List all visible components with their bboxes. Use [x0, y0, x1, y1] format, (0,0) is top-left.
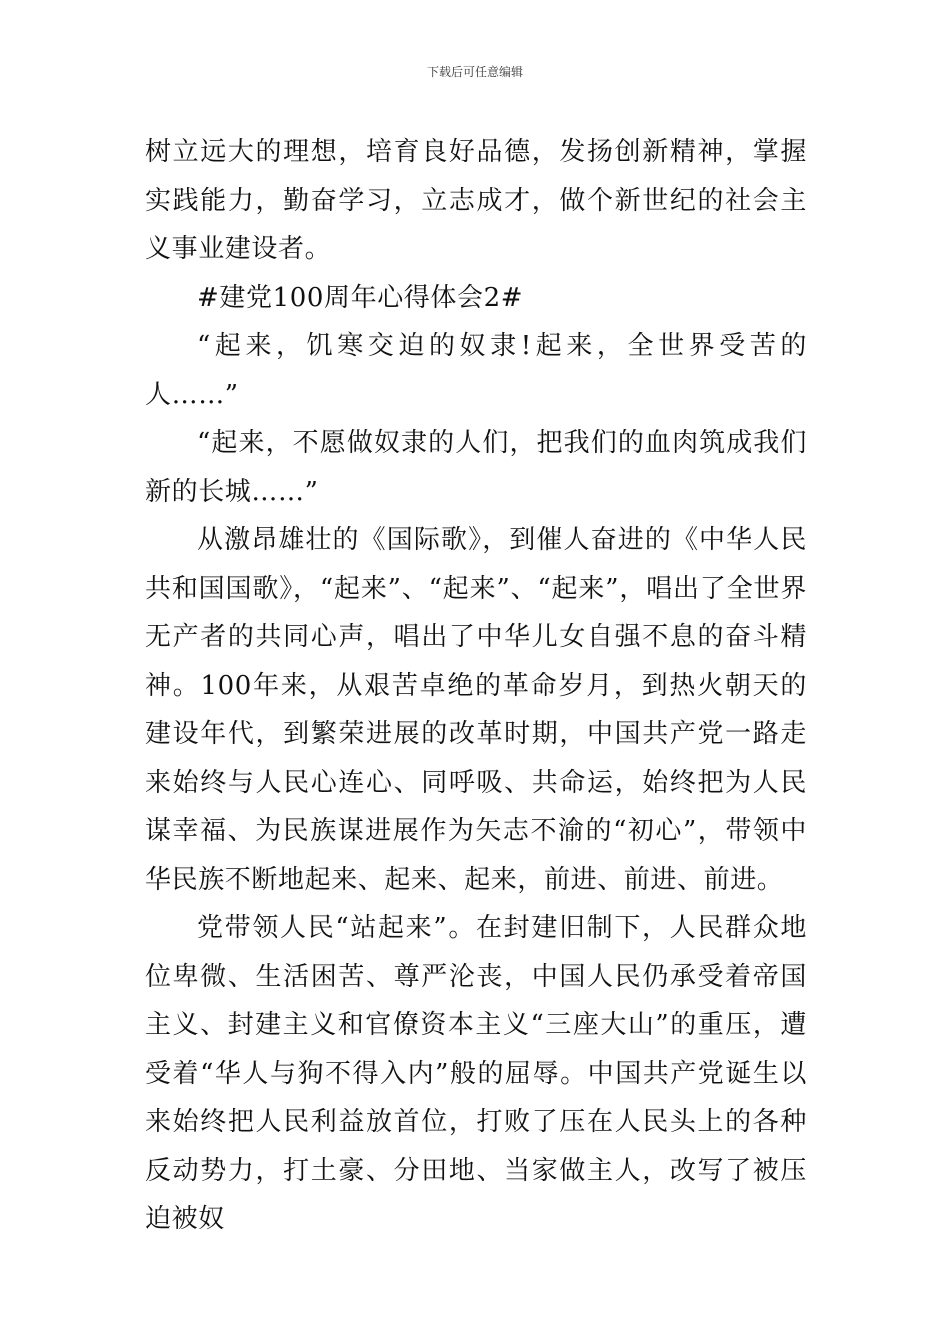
- paragraph-1: 树立远大的理想，培育良好品德，发扬创新精神，掌握实践能力，勤奋学习，立志成才，做个新世纪的社会主义事业建设者。: [145, 137, 807, 264]
- quote-1: “起来，饥寒交迫的奴隶!起来，全世界受苦的人……”: [145, 331, 807, 410]
- paragraph-2: 从激昂雄壮的《国际歌》，到催人奋进的《中华人民共和国国歌》，“起来”、“起来”、“起来”，唱出了全世界无产者的共同心声，唱出了中华儿女自强不息的奋斗精神。100年来，从艰苦卓绝的革命岁月，到热火朝天的建设年代，到繁荣进展的改革时期，中国共产党一路走来始终与人民心连心、同呼吸、共命运，始终把为人民谋幸福、为民族谋进展作为矢志不渝的“初心”，带领中华民族不断地起来、起来、起来，前进、前进、前进。: [145, 525, 807, 895]
- paragraph-3: 党带领人民“站起来”。在封建旧制下，人民群众地位卑微、生活困苦、尊严沦丧，中国人民仍承受着帝国主义、封建主义和官僚资本主义“三座大山”的重压，遭受着“华人与狗不得入内”般的屈辱。中国共产党诞生以来始终把人民利益放首位，打败了压在人民头上的各种反动势力，打土豪、分田地、当家做主人，改写了被压迫被奴: [145, 913, 807, 1234]
- page-header: 下载后可任意编辑: [426, 65, 523, 79]
- document-body: [145, 128, 807, 1244]
- section-heading: #建党100周年心得体会2#: [197, 282, 524, 313]
- quote-2: “起来，不愿做奴隶的人们，把我们的血肉筑成我们新的长城……”: [145, 428, 807, 507]
